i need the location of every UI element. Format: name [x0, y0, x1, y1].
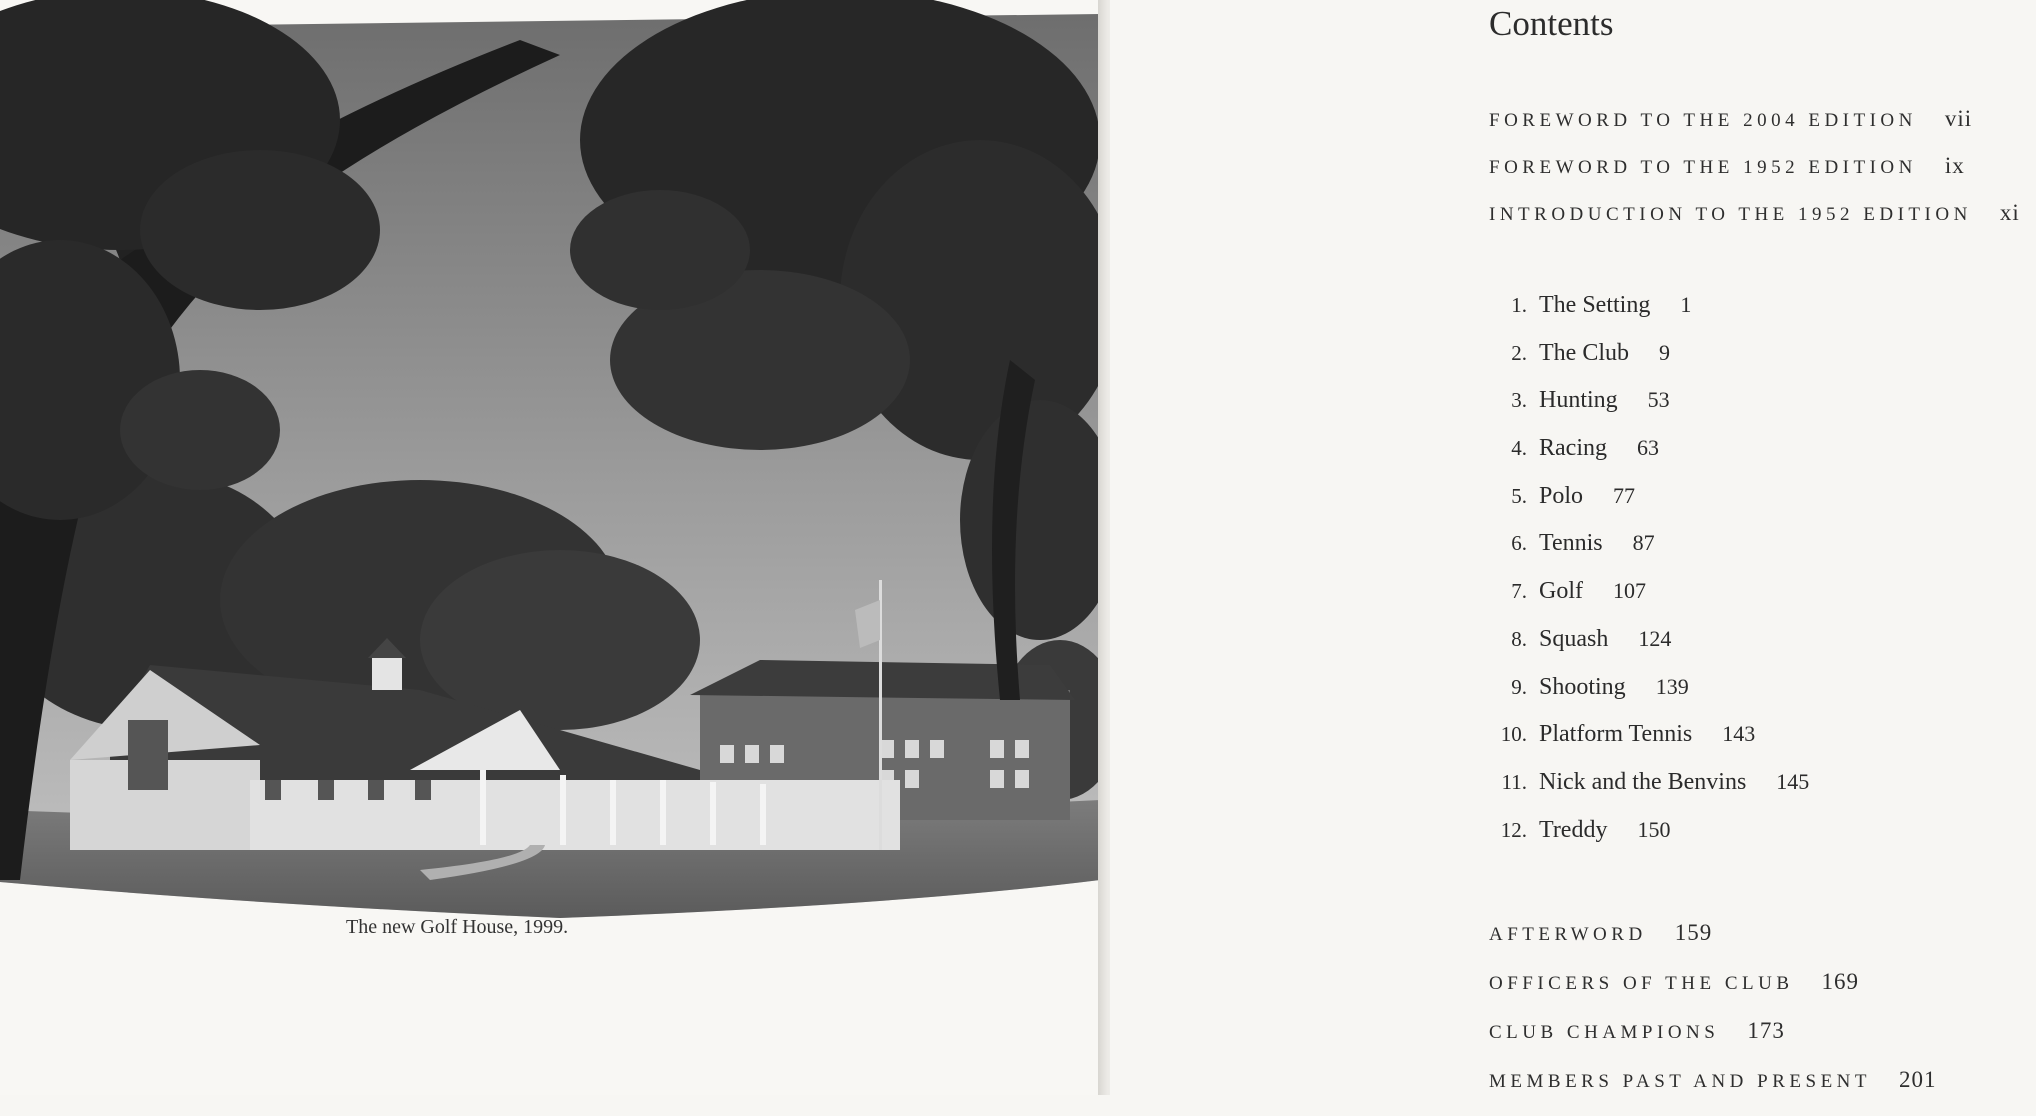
chapter-item	[1489, 483, 1809, 531]
chapter-item	[1489, 626, 1809, 674]
chapter-page: 53	[1647, 387, 1670, 413]
chapter-item	[1489, 292, 1809, 340]
chapter-title: Nick and the Benvins	[1539, 768, 1747, 795]
chapter-number: 11.	[1501, 769, 1527, 794]
back-matter-item	[1489, 1067, 1937, 1116]
contents-title: Contents	[1489, 4, 1614, 43]
chapter-list	[1489, 292, 1809, 864]
chapter-item	[1489, 769, 1809, 817]
chapter-page: 87	[1632, 530, 1655, 556]
chapter-page: 139	[1655, 673, 1689, 699]
photo-caption: The new Golf House, 1999.	[346, 916, 569, 938]
chapter-title: Platform Tennis	[1539, 721, 1693, 748]
front-matter-item	[1489, 153, 2020, 200]
back-matter-label: OFFICERS OF THE CLUB	[1489, 973, 1794, 994]
back-matter-label: MEMBERS PAST AND PRESENT	[1489, 1071, 1871, 1092]
chapter-page: 107	[1613, 578, 1646, 604]
chapter-title: The Club	[1539, 339, 1629, 366]
back-matter-item	[1489, 1018, 1937, 1067]
chapter-number: 1.	[1511, 293, 1527, 317]
chapter-number: 7.	[1511, 579, 1527, 604]
back-matter-item	[1489, 969, 1937, 1018]
back-matter-label: CLUB CHAMPIONS	[1489, 1022, 1720, 1043]
chapter-number: 4.	[1511, 436, 1527, 461]
chapter-page: 145	[1776, 768, 1810, 794]
chapter-title: Racing	[1539, 435, 1607, 462]
chapter-title: Squash	[1539, 625, 1609, 652]
chapter-title: Shooting	[1539, 673, 1626, 700]
front-matter-page: vii	[1944, 106, 1973, 131]
chapter-title: Tennis	[1539, 530, 1603, 557]
chapter-title: The Setting	[1539, 292, 1651, 318]
front-matter-page: xi	[1999, 200, 2020, 225]
chapter-page: 9	[1659, 339, 1670, 365]
front-matter-label: FOREWORD TO THE 2004 EDITION	[1489, 110, 1917, 131]
chapter-page: 150	[1637, 816, 1671, 842]
back-matter-page: 169	[1821, 969, 1860, 994]
front-matter-item	[1489, 106, 2020, 153]
chapter-item	[1489, 817, 1809, 865]
back-matter-page: 173	[1747, 1018, 1785, 1043]
front-matter-item	[1489, 200, 2020, 247]
chapter-number: 6.	[1511, 531, 1527, 556]
chapter-item	[1489, 435, 1809, 483]
chapter-page: 143	[1722, 721, 1756, 747]
back-matter-list	[1489, 920, 1937, 1116]
chapter-title: Golf	[1539, 578, 1583, 605]
chapter-page: 63	[1636, 435, 1659, 461]
chapter-item	[1489, 530, 1809, 578]
golf-house-photo	[0, 0, 1108, 930]
back-matter-item	[1489, 920, 1937, 969]
front-matter-list	[1489, 106, 2020, 247]
back-matter-page: 201	[1899, 1067, 1937, 1092]
chapter-item	[1489, 340, 1809, 388]
chapter-number: 5.	[1511, 483, 1527, 508]
chapter-number: 8.	[1511, 626, 1527, 651]
chapter-number: 2.	[1511, 340, 1527, 365]
chapter-page: 77	[1613, 482, 1636, 508]
chapter-page: 1	[1680, 292, 1692, 317]
chapter-title: Hunting	[1539, 387, 1618, 414]
chapter-item	[1489, 387, 1809, 435]
chapter-item	[1489, 674, 1809, 722]
chapter-number: 12.	[1500, 817, 1527, 842]
front-matter-label: FOREWORD TO THE 1952 EDITION	[1489, 157, 1917, 178]
chapter-number: 9.	[1511, 674, 1527, 699]
back-matter-label: AFTERWORD	[1489, 924, 1647, 945]
chapter-number: 3.	[1511, 388, 1527, 413]
chapter-title: Treddy	[1539, 816, 1608, 843]
back-matter-page: 159	[1674, 920, 1713, 945]
chapter-number: 10.	[1500, 722, 1527, 747]
front-matter-label: INTRODUCTION TO THE 1952 EDITION	[1489, 204, 1972, 225]
chapter-item	[1489, 721, 1809, 769]
front-matter-page: ix	[1944, 153, 1965, 178]
chapter-page: 124	[1638, 625, 1672, 651]
chapter-title: Polo	[1539, 482, 1584, 509]
chapter-item	[1489, 578, 1809, 626]
